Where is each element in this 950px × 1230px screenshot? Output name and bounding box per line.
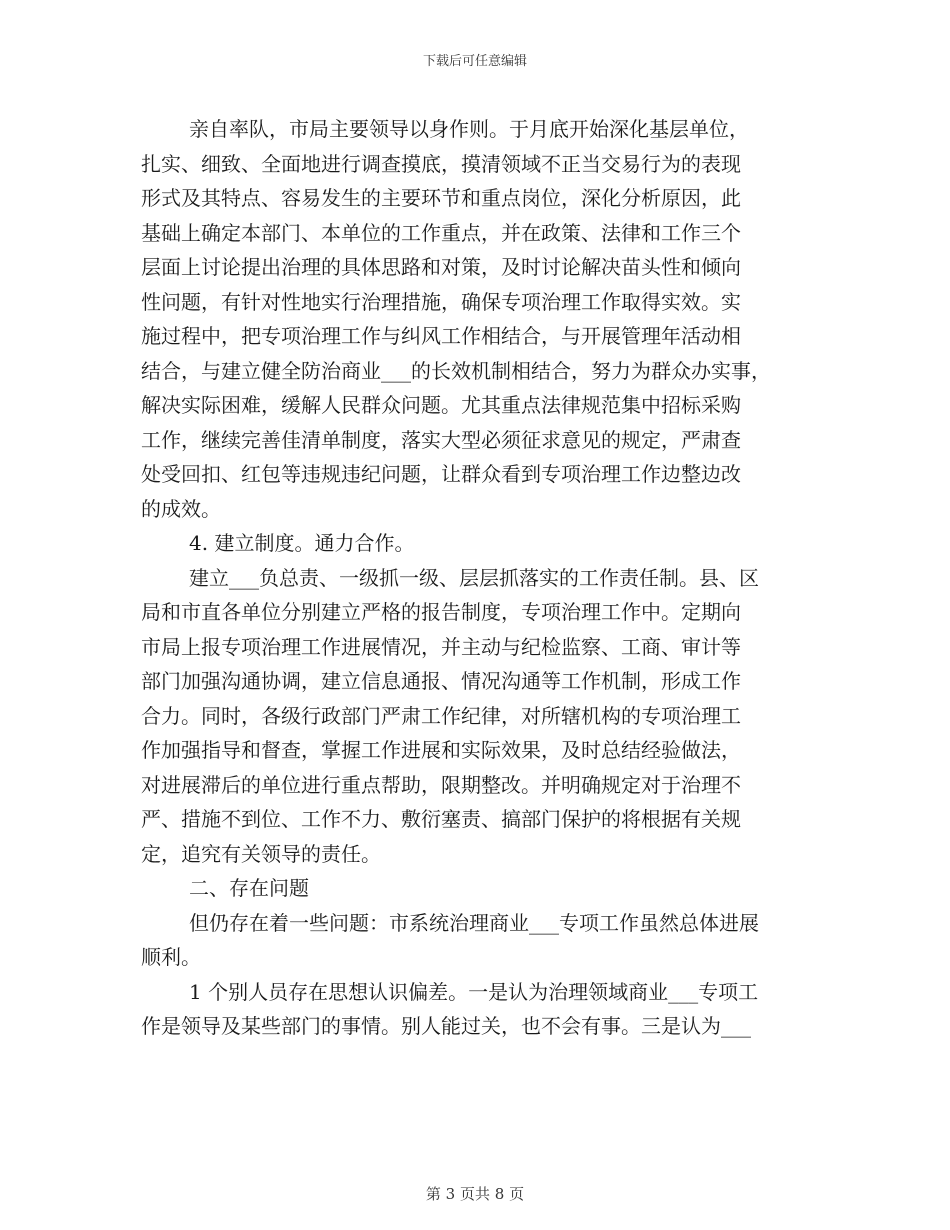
text-line: 解决实际困难，缓解人民群众问题。尤其重点法律规范集中招标采购 [141, 393, 741, 417]
text-line: 层面上讨论提出治理的具体思路和对策，及时讨论解决苗头性和倾向 [141, 255, 741, 279]
text-line: 扎实、细致、全面地进行调查摸底，摸清领域不正当交易行为的表现 [141, 151, 741, 176]
text-line: 建立___负总责、一级抓一级、层层抓落实的工作责任制。县、区 [189, 565, 759, 590]
text-line: 基础上确定本部门、本单位的工作重点，并在政策、法律和工作三个 [141, 220, 741, 245]
text-line: 4. 建立制度。通力合作。 [189, 531, 415, 555]
text-line: 市局上报专项治理工作进展情况，并主动与纪检监察、工商、审计等 [141, 634, 741, 659]
text-line: 作加强指导和督查，掌握工作进展和实际效果，及时总结经验做法， [141, 738, 741, 762]
text-line: 合力。同时，各级行政部门严肃工作纪律，对所辖机构的专项治理工 [141, 703, 741, 728]
text-line: 1 个别人员存在思想认识偏差。一是认为治理领域商业___专项工 [189, 979, 759, 1004]
page-header: 下载后可任意编辑 [422, 54, 527, 69]
text-line: 性问题，有针对性地实行治理措施，确保专项治理工作取得实效。实 [141, 289, 741, 314]
text-line: 顺利。 [141, 945, 201, 969]
page-footer: 第 3 页共 8 页 [425, 1185, 525, 1203]
text-line: 对进展滞后的单位进行重点帮助，限期整改。并明确规定对于治理不 [141, 772, 741, 797]
text-line: 定，追究有关领导的责任。 [141, 841, 381, 866]
text-line: 严、措施不到位、工作不力、敷衍塞责、搞部门保护的将根据有关规 [141, 807, 741, 831]
text-line: 的成效。 [141, 496, 221, 521]
text-line: 部门加强沟通协调，建立信息通报、情况沟通等工作机制，形成工作 [141, 669, 741, 693]
text-line: 处受回扣、红包等违规违纪问题，让群众看到专项治理工作边整边改 [141, 462, 741, 486]
document-body [141, 112, 821, 1044]
text-line: 结合，与建立健全防治商业___的长效机制相结合，努力为群众办实事， [141, 358, 771, 383]
text-line: 但仍存在着一些问题：市系统治理商业___专项工作虽然总体进展 [189, 910, 759, 935]
text-line: 作是领导及某些部门的事情。别人能过关，也不会有事。三是认为___ [141, 1014, 751, 1038]
text-line: 亲自率队，市局主要领导以身作则。于月底开始深化基层单位， [189, 117, 749, 141]
text-line: 形式及其特点、容易发生的主要环节和重点岗位，深化分析原因，此 [141, 186, 741, 210]
text-line: 工作，继续完善佳清单制度，落实大型必须征求意见的规定，严肃查 [141, 427, 741, 452]
text-line: 施过程中，把专项治理工作与纠风工作相结合，与开展管理年活动相 [141, 324, 741, 348]
text-line: 二、存在问题 [189, 876, 309, 900]
text-line: 局和市直各单位分别建立严格的报告制度，专项治理工作中。定期向 [141, 600, 741, 624]
